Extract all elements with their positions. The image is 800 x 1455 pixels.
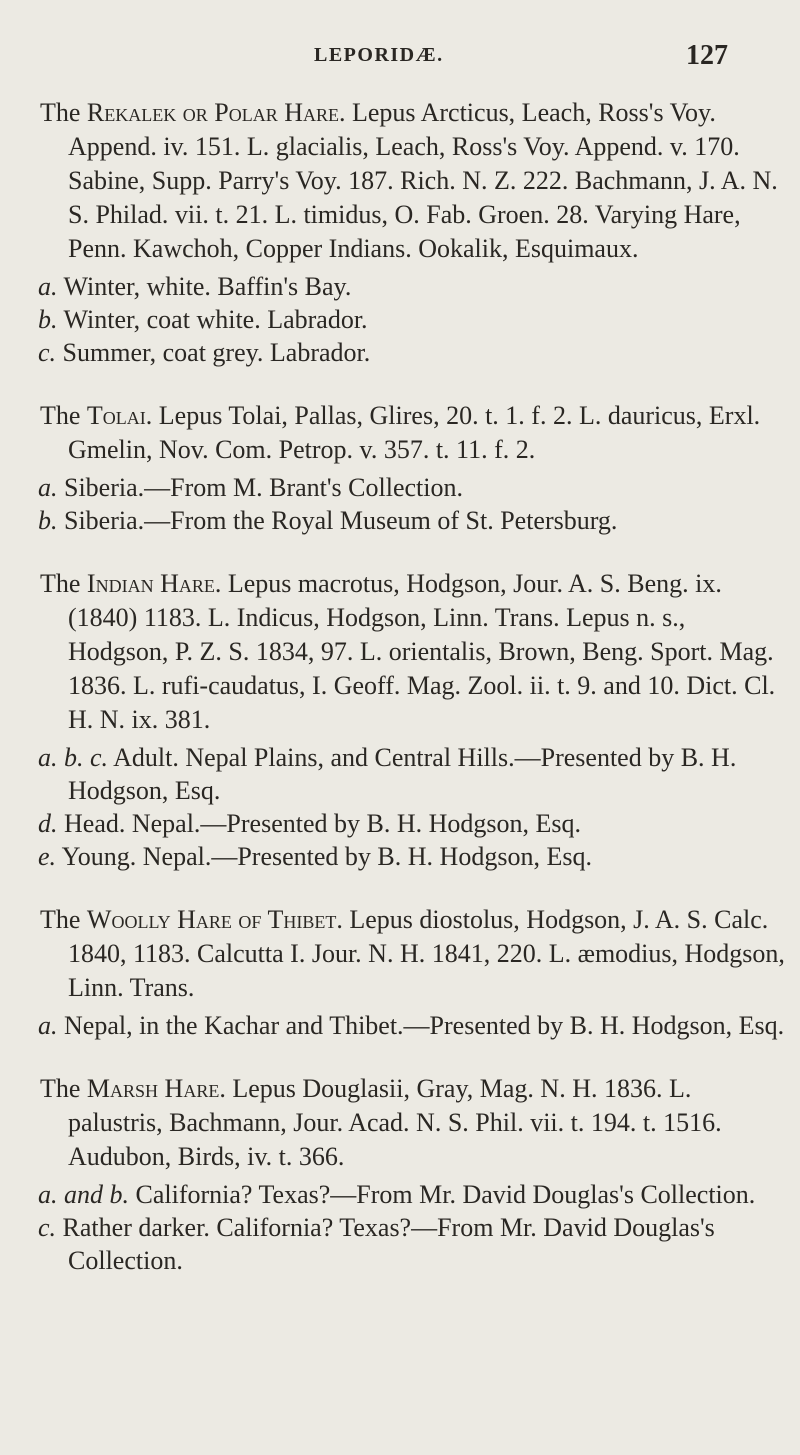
specimen-text: Siberia.—From the Royal Museum of St. Petersburg. xyxy=(64,506,618,535)
entry-prefix: The xyxy=(40,401,87,430)
entry-prefix: The xyxy=(40,569,87,598)
page-number: 127 xyxy=(686,40,728,71)
specimen-item xyxy=(0,471,790,504)
specimen-text: California? Texas?—From Mr. David Douglas's Collection. xyxy=(135,1180,756,1209)
specimen-letter: c. xyxy=(38,338,57,367)
common-name: Woolly Hare of Thibet. xyxy=(86,905,343,934)
entry-prefix: The xyxy=(40,98,87,127)
entry-heading xyxy=(0,1072,790,1174)
specimen-item xyxy=(0,504,790,537)
common-name: Marsh Hare. xyxy=(86,1074,226,1103)
specimen-letter: d. xyxy=(38,809,58,838)
specimen-letter: a. xyxy=(38,1011,58,1040)
running-head xyxy=(0,40,800,72)
entry-prefix: The xyxy=(40,905,87,934)
specimen-letter: a. xyxy=(38,272,58,301)
entry-heading xyxy=(0,567,790,737)
specimen-letter: a. xyxy=(38,473,58,502)
specimen-letter: a. b. c. xyxy=(38,743,109,772)
specimen-text: Head. Nepal.—Presented by B. H. Hodgson, Esq. xyxy=(64,809,582,838)
specimen-item xyxy=(0,1009,790,1042)
synonymy-text: Lepus Douglasii, Gray, Mag. N. H. 1836. L. palustris, Bachmann, Jour. Acad. N. S. Phil. vii. t. 194. t. 1516. Audubon, Birds, iv. t. 366. xyxy=(68,1074,722,1171)
specimen-text: Winter, coat white. Labrador. xyxy=(63,305,368,334)
entry-heading xyxy=(0,399,790,467)
synonymy-text: Lepus Arcticus, Leach, Ross's Voy. Append. iv. 151. L. glacialis, Leach, Ross's Voy. Append. v. 170. Sabine, Supp. Parry's Voy. 187. Rich. N. Z. 222. Bachmann, J. A. N. S. Philad. vii. t. 21. L. timidus, O. Fab. Groen. 28. Varying Hare, Penn. Kawchoh, Copper Indians. Ookalik, Esquimaux. xyxy=(68,98,778,263)
specimen-item xyxy=(0,741,790,807)
common-name: Tolai. xyxy=(86,401,153,430)
specimen-item xyxy=(0,270,790,303)
specimen-text: Siberia.—From M. Brant's Collection. xyxy=(64,473,463,502)
specimen-letter: a. and b. xyxy=(38,1180,129,1209)
specimen-item xyxy=(0,336,790,369)
synonymy-text: Lepus macrotus, Hodgson, Jour. A. S. Beng. ix. (1840) 1183. L. Indicus, Hodgson, Linn. Trans. Lepus n. s., Hodgson, P. Z. S. 1834, 97. L. orientalis, Brown, Beng. Sport. Mag. 1836. L. rufi-caudatus, I. Geoff. Mag. Zool. ii. t. 9. and 10. Dict. Cl. H. N. ix. 381. xyxy=(68,569,776,734)
species-entry xyxy=(0,903,790,1042)
specimen-item xyxy=(0,303,790,336)
specimen-item xyxy=(0,1178,790,1211)
synonymy-text: Lepus Tolai, Pallas, Glires, 20. t. 1. f. 2. L. dauricus, Erxl. Gmelin, Nov. Com. Petrop. v. 357. t. 11. f. 2. xyxy=(68,401,761,464)
entry-heading xyxy=(0,96,790,266)
specimen-text: Nepal, in the Kachar and Thibet.—Presented by B. H. Hodgson, Esq. xyxy=(64,1011,785,1040)
species-entry xyxy=(0,1072,790,1277)
specimen-letter: b. xyxy=(38,305,58,334)
species-entry xyxy=(0,399,790,537)
specimen-letter: b. xyxy=(38,506,58,535)
specimen-letter: e. xyxy=(38,842,57,871)
species-entries xyxy=(0,96,790,1307)
specimen-text: Winter, white. Baffin's Bay. xyxy=(63,272,352,301)
specimen-letter: c. xyxy=(38,1213,57,1242)
specimen-item xyxy=(0,807,790,840)
specimen-item xyxy=(0,1211,790,1277)
species-entry xyxy=(0,96,790,369)
entry-heading xyxy=(0,903,790,1005)
running-title: LEPORIDÆ. xyxy=(314,44,444,66)
specimen-text: Rather darker. California? Texas?—From Mr. David Douglas's Collection. xyxy=(62,1213,715,1275)
specimen-text: Summer, coat grey. Labrador. xyxy=(62,338,371,367)
specimen-item xyxy=(0,840,790,873)
common-name: Indian Hare. xyxy=(86,569,222,598)
entry-prefix: The xyxy=(40,1074,87,1103)
specimen-text: Adult. Nepal Plains, and Central Hills.—Presented by B. H. Hodgson, Esq. xyxy=(68,743,737,805)
species-entry xyxy=(0,567,790,873)
specimen-text: Young. Nepal.—Presented by B. H. Hodgson, Esq. xyxy=(61,842,592,871)
synonymy-text: Lepus diostolus, Hodgson, J. A. S. Calc. 1840, 1183. Calcutta I. Jour. N. H. 1841, 220. L. æmodius, Hodgson, Linn. Trans. xyxy=(68,905,785,1002)
common-name: Rekalek or Polar Hare. xyxy=(86,98,346,127)
